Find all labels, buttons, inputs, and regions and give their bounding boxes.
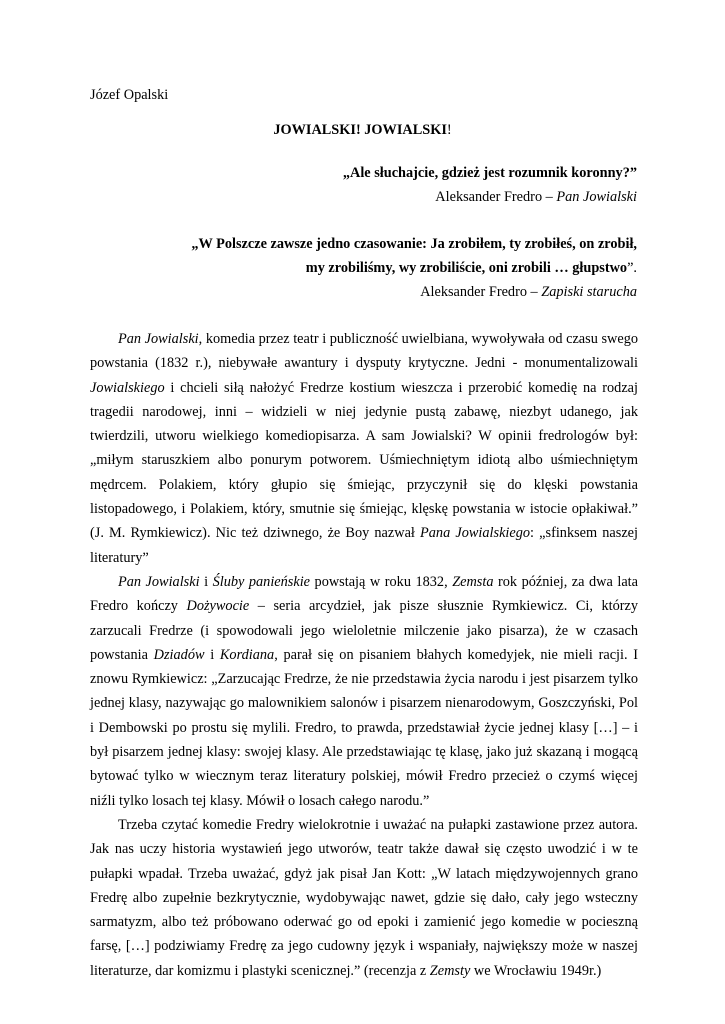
epigraph-1-source-work: Pan Jowialski [556, 189, 637, 205]
epigraph-2-line-1: „W Polszcze zawsze jedno czasowanie: Ja zrobiłem, ty zrobiłeś, on zrobił, [191, 236, 637, 252]
epigraph-2-line-2 [191, 256, 637, 280]
p2-span: rok później, za dwa lata Fredro kończy [90, 573, 638, 615]
title-main: JOWIALSKI! JOWIALSKI [273, 122, 447, 138]
epigraph-2-line-2-bold: my zrobiliśmy, wy zrobiliście, oni zrobili … głupstwo [305, 260, 628, 276]
p1-span: , komedia przez teatr i publiczność uwielbiana, wywoływała od czasu swego powstania (1832 r.), niebywałe awantury i dysputy krytyczne. Jedni - monumentalizowali [90, 331, 639, 372]
p2-span: , parał się on pisaniem błahych komedyjek, nie mieli racji. I znowu Rymkiewicz: „Zarzucając Fredrze, że nie przedstawia życia narodu i jest pisarzem tylko jednej klasy, nazywając go malownikiem salonów i pisarzem nienarodowym, Goszczyński, Pol i Dembowski po prostu się mylili. Fredro, to prawda, przedstawiał życie jednej klasy […] – i był pisarzem jednej klasy: swojej klasy. Ale przedstawiając tę klasę, jako już skazaną i mogącą bytować tylko w wiecznym teraz literatury polskiej, mówił Fredro przecież o czymś więcej niźli tylko losach tej klasy. Mówił o losach całego narodu.” [90, 646, 639, 809]
p2-span: i [204, 646, 220, 663]
p2-span: Kordiana [219, 646, 275, 663]
paragraph-1 [90, 327, 638, 570]
p2-span: powstają w roku 1832, [310, 573, 453, 590]
p3-span: we Wrocławiu 1949r.) [470, 962, 602, 979]
paragraph-2 [90, 570, 638, 813]
p1-span: Pana Jowialskiego [420, 525, 531, 542]
p2-span: Dziadów [153, 646, 205, 663]
epigraph-2-source [191, 280, 637, 304]
epigraph-1-source-dash: – [542, 189, 557, 205]
p2-span: Śluby panieńskie [212, 573, 311, 590]
p1-span: Jowialskiego [90, 379, 165, 396]
p2-span: i [199, 573, 213, 590]
epigraph-1-source [343, 185, 637, 209]
p2-span: – seria arcydzieł, jak pisze słusznie Rymkiewicz. Ci, którzy zarzucali Fredrze (i spowodowali jego wieloletnie milczenie jako pisarza), że w czasach powstania [90, 598, 638, 663]
epigraph-2-source-author: Aleksander Fredro [420, 284, 527, 300]
p2-span: Pan Jowialski [118, 573, 200, 590]
p3-span: Trzeba czytać komedie Fredry wielokrotnie i uważać na pułapki zastawione przez autora. Jak nas uczy historia wystawień jego utworów, teatr także dawał się często uwodzić i w te pułapki wpadał. Trzeba uważać, gdyż jak pisał Jan Kott: „W latach międzywojennych grano Fredrę albo zupełnie bezkrytycznie, wydobywając nawet, gdzie się dało, cały jego wsteczny sarmatyzm, albo też próbowano oderwać go od epoki i zamienić jego komedie w pocieszną farsę, […] podziwiamy Fredrę za jego cudowny język i wspaniały, największy może w naszej literaturze, dar komizmu i plastyki scenicznej.” (recenzja z [90, 816, 638, 979]
p1-span: Pan Jowialski [118, 331, 199, 347]
epigraph-1-source-author: Aleksander Fredro [435, 189, 543, 205]
p1-span: i chcieli siłą nałożyć Fredrze kostium wieszcza i przerobić komedię na rodzaj tragedii narodowej, inni – widzieli w niej jedynie pustą zabawę, niezbyt udanego, jak twierdzili, utworu wielkiego komediopisarza. A sam Jowialski? W opinii fredrologów był: „miłym staruszkiem albo ponurym potworem. Uśmiechniętym idiotą albo uśmiechniętym mędrcem. Polakiem, który głupio się śmiejąc, przyczynił się do klęski powstania listopadowego, i Polakiem, który, smutnie się śmiejąc, klęskę powstania w istocie opłakiwał.” (J. M. Rymkiewicz). Nic też dziwnego, że Boy nazwał [90, 379, 638, 542]
epigraph-2-line-2-tail: ”. [627, 260, 637, 276]
epigraph-1-quote: „Ale słuchajcie, gdzież jest rozumnik koronny?” [342, 165, 637, 181]
p2-span: Dożywocie [186, 598, 250, 615]
body-text [90, 327, 638, 983]
p2-span: Zemsta [452, 573, 494, 590]
epigraph-2-source-dash: – [526, 284, 542, 300]
epigraph-2-source-work: Zapiski starucha [541, 284, 637, 300]
epigraph-1 [343, 161, 637, 209]
author-name: Józef Opalski [90, 87, 169, 103]
paragraph-3 [90, 813, 638, 983]
p3-span: Zemsty [429, 962, 471, 979]
title-tail: ! [446, 122, 452, 138]
epigraph-2 [191, 232, 637, 304]
document-title [0, 121, 725, 139]
p1-span: : „sfinksem naszej literatury” [90, 525, 638, 566]
